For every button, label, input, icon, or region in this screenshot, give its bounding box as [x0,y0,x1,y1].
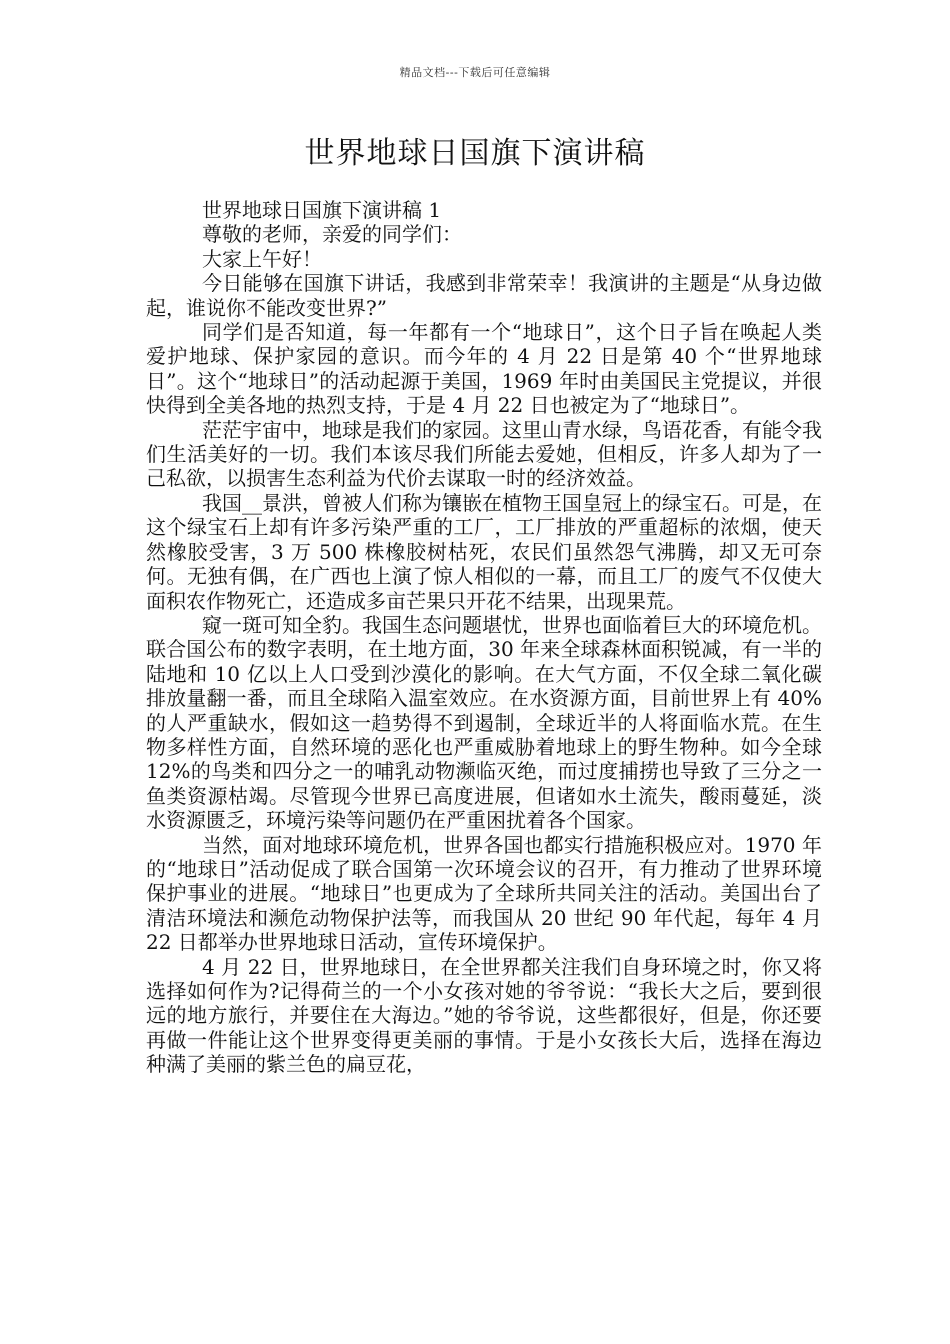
paragraph: 同学们是否知道，每一年都有一个“地球日”，这个日子旨在唤起人类爱护地球、保护家园的意识。而今年的 4 月 22 日是第 40 个“世界地球日”。这个“地球日”的活动起源于美国，1969 年时由美国民主党提议，并很快得到全美各地的热烈支持，于是 4 月 22 日也被定为了“地球日”。 [146,320,822,418]
greeting: 大家上午好！ [202,246,322,271]
document-title: 世界地球日国旗下演讲稿 [304,136,646,171]
paragraph: 窥一斑可知全豹。我国生态问题堪忧，世界也面临着巨大的环境危机。联合国公布的数字表明，在土地方面，30 年来全球森林面积锐减，有一半的陆地和 10 亿以上人口受到沙漠化的影响。在大气方面，不仅全球二氧化碳排放量翻一番，而且全球陷入温室效应。在水资源方面，目前世界上有 40%的人严重缺水，假如这一趋势得不到遏制，全球近半的人将面临水荒。在生物多样性方面，自然环境的恶化也严重威胁着地球上的野生物种。如今全球 12%的鸟类和四分之一的哺乳动物濒临灭绝，而过度捕捞也导致了三分之一鱼类资源枯竭。尽管现今世界已高度进展，但诸如水土流失，酸雨蔓延，淡水资源匮乏，环境污染等问题仍在严重困扰着各个国家。 [146,612,822,833]
paragraph: 4 月 22 日，世界地球日，在全世界都关注我们自身环境之时，你又将选择如何作为?记得荷兰的一个小女孩对她的爷爷说：“我长大之后，要到很远的地方旅行，并要住在大海边。”她的爷爷说，这些都很好，但是，你还要再做一件能让这个世界变得更美丽的事情。于是小女孩长大后，选择在海边种满了美丽的紫兰色的扁豆花， [146,954,822,1077]
speech-heading: 世界地球日国旗下演讲稿 1 [202,198,442,222]
paragraph: 当然，面对地球环境危机，世界各国也都实行措施积极应对。1970 年的“地球日”活动促成了联合国第一次环境会议的召开，有力推动了世界环境保护事业的进展。“地球日”也更成为了全球所共同关注的活动。美国出台了清洁环境法和濒危动物保护法等，而我国从 20 世纪 90 年代起，每年 4 月 22 日都举办世界地球日活动，宣传环境保护。 [146,832,822,955]
paragraph: 茫茫宇宙中，地球是我们的家园。这里山青水绿，鸟语花香，有能令我们生活美好的一切。我们本该尽我们所能去爱她，但相反，许多人却为了一己私欲，以损害生态利益为代价去谋取一时的经济效益。 [146,417,822,491]
salutation: 尊敬的老师，亲爱的同学们： [202,222,462,247]
document-body [146,198,822,1077]
header-note: 精品文档---下载后可任意编辑 [399,66,551,79]
paragraph: 我国__景洪，曾被人们称为镶嵌在植物王国皇冠上的绿宝石。可是，在这个绿宝石上却有许多污染严重的工厂，工厂排放的严重超标的浓烟，使天然橡胶受害，3 万 500 株橡胶树枯死，农民们虽然怨气沸腾，却又无可奈何。无独有偶，在广西也上演了惊人相似的一幕，而且工厂的废气不仅使大面积农作物死亡，还造成多亩芒果只开花不结果，出现果荒。 [146,490,822,613]
paragraph: 今日能够在国旗下讲话，我感到非常荣幸！我演讲的主题是“从身边做起，谁说你不能改变世界?” [146,271,822,320]
